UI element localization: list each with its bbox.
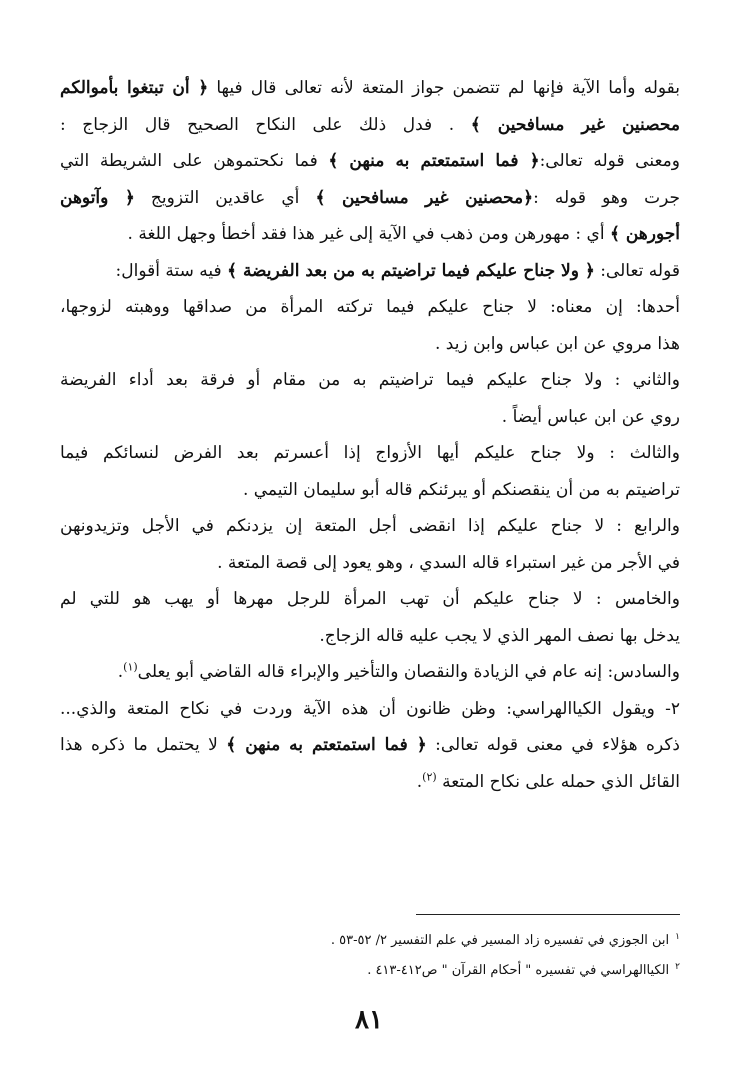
text-run: فيه ستة أقوال: — [115, 260, 228, 281]
footnote-text: ابن الجوزي في تفسيره زاد المسير في علم التفسير ٢/ ٥٢-٥٣ . — [330, 933, 670, 948]
text-line — [60, 289, 680, 326]
text-run: هذا مروي عن ابن عباس وابن زيد . — [435, 333, 680, 354]
text-line — [60, 70, 680, 107]
text-run: . — [416, 771, 423, 792]
footnote-reference: (٢) — [422, 769, 437, 783]
text-line — [60, 326, 680, 363]
text-run: تراضيتم به من أن ينقصنكم أو يبرئنكم قاله أبو سليمان التيمي . — [242, 479, 680, 500]
text-line — [60, 399, 680, 436]
text-run: بقوله وأما الآية فإنها لم تتضمن جواز المتعة لأنه تعالى قال فيها — [208, 78, 680, 98]
quran-quote: ﴿ وآتوهن — [60, 187, 135, 208]
text-line — [60, 654, 680, 691]
text-run: أي : مهورهن ومن ذهب في الآية إلى غير هذا فقد أخطأ وجهل اللغة . — [127, 224, 610, 244]
footnote-number: ١ — [675, 931, 680, 942]
text-run: روي عن ابن عباس أيضاً . — [501, 406, 680, 427]
text-line — [60, 581, 680, 618]
text-run: والخامس : لا جناح عليكم أن تهب المرأة للرجل مهرها أو يهب هو للتي لم — [60, 589, 680, 609]
text-run: فما نكحتموهن على الشريطة التي — [60, 151, 329, 171]
text-run: والرابع : لا جناح عليكم إذا انقضى أجل المتعة إن يزدنكم في الأجل وتزيدونهن — [60, 516, 680, 536]
text-run: ٢- ويقول الكياالهراسي: وظن ظانون أن هذه الآية وردت في نكاح المتعة والذي... — [60, 698, 680, 719]
text-run: لا يحتمل ما ذكره هذا — [60, 735, 227, 755]
text-run: أي عاقدين التزويج — [134, 187, 316, 208]
text-run: قوله تعالى: — [594, 260, 680, 281]
text-line — [60, 107, 680, 144]
quran-quote: ﴿ ولا جناح عليكم فيما تراضيتم به من بعد الفريضة ﴾ — [227, 260, 595, 281]
quran-quote: ﴿ فما استمتعتم به منهن ﴾ — [328, 151, 540, 171]
text-run: . — [117, 662, 124, 682]
text-run: ومعنى قوله تعالى: — [539, 151, 680, 171]
text-line — [60, 180, 680, 217]
footnotes — [200, 926, 680, 986]
text-run: ذكره هؤلاء في معنى قوله تعالى: — [426, 735, 680, 755]
text-line — [60, 545, 680, 582]
footnote-text: الكياالهراسي في تفسيره " أحكام القرآن " ص٤١٢-٤١٣ . — [367, 963, 670, 978]
quran-quote: محصنين غير مسافحين ﴾ — [470, 114, 680, 135]
footnote-1 — [200, 926, 680, 956]
text-run: في الأجر من غير استبراء قاله السدي ، وهو يعود إلى قصة المتعة . — [217, 552, 680, 573]
main-text — [60, 70, 680, 800]
text-line — [60, 435, 680, 472]
text-run: يدخل بها نصف المهر الذي لا يجب عليه قاله الزجاج. — [319, 625, 680, 646]
text-run: والثالث : ولا جناح عليكم أيها الأزواج إذا أعسرتم بعد الفرض لنسائكم فيما — [60, 443, 680, 463]
text-run: والسادس: إنه عام في الزيادة والنقصان والتأخير والإبراء قاله القاضي أبو يعلى — [137, 662, 680, 682]
text-run: القائل الذي حمله على نكاح المتعة — [436, 771, 680, 792]
text-line — [60, 691, 680, 728]
footnote-reference: (١) — [123, 660, 138, 674]
text-run: والثاني : ولا جناح عليكم فيما تراضيتم به من مقام أو فرقة بعد أداء الفريضة — [60, 370, 680, 390]
footnote-separator — [416, 914, 680, 915]
text-line — [60, 472, 680, 509]
text-line — [60, 508, 680, 545]
text-run: أحدها: إن معناه: لا جناح عليكم فيما تركته المرأة من صداقها ووهبته لزوجها، — [60, 297, 680, 317]
quran-quote: أجورهن ﴾ — [609, 224, 680, 244]
quran-quote: ﴿ أن تبتغوا بأموالكم — [60, 78, 209, 98]
page-number: ٨١ — [355, 1005, 383, 1035]
text-line — [60, 253, 680, 290]
text-line — [60, 727, 680, 764]
text-run: جرت وهو قوله : — [533, 187, 680, 208]
footnote-number: ٢ — [675, 961, 680, 972]
quran-quote: ﴿محصنين غير مسافحين ﴾ — [315, 187, 534, 208]
text-line — [60, 618, 680, 655]
text-run: . فدل ذلك على النكاح الصحيح قال الزجاج : — [60, 114, 471, 135]
text-line — [60, 216, 680, 253]
text-line — [60, 362, 680, 399]
text-line — [60, 764, 680, 801]
text-line — [60, 143, 680, 180]
footnote-2 — [200, 956, 680, 986]
quran-quote: ﴿ فما استمتعتم به منهن ﴾ — [226, 735, 427, 755]
